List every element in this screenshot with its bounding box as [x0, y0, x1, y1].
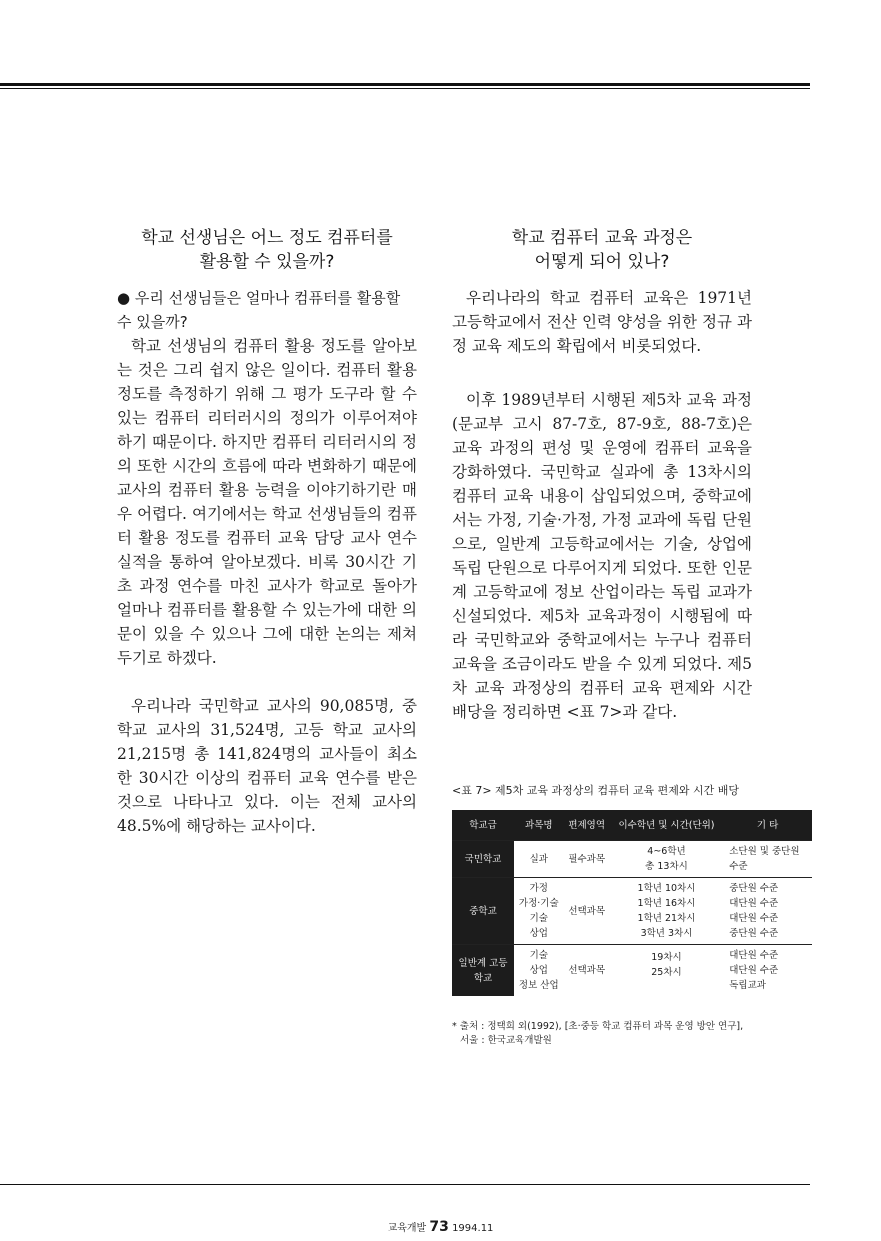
- grade-cell: 일반계 고등학교: [452, 945, 514, 997]
- etc-cell: 중단원 수준 대단원 수준 대단원 수준 중단원 수준: [723, 878, 812, 945]
- header-subject: 과목명: [514, 810, 564, 841]
- grade-cell: 중학교: [452, 878, 514, 945]
- curriculum-table: [452, 810, 812, 996]
- right-heading: 학교 컴퓨터 교육 과정은 어떻게 되어 있나?: [511, 228, 693, 272]
- left-paragraph-1: 학교 선생님의 컴퓨터 활용 정도를 알아보는 것은 그리 쉽지 않은 일이다. 컴퓨터 활용 정도를 측정하기 위해 그 평가 도구라 할 수 있는 컴퓨터 리터러시의 정의가 이루어져야 하기 때문이다. 하지만 컴퓨터 리터러시의 정의 또한 시간의 흐름에 따라 변화하기 때문에 교사의 컴퓨터 활용 능력을 이야기하기란 매우 어렵다. 여기에서는 학교 선생님들의 컴퓨터 활용 정도를 컴퓨터 교육 담당 교사 연수 실적을 통하여 알아보겠다. 비록 30시간 기초 과정 연수를 마친 교사가 학교로 돌아가 얼마나 컴퓨터를 활용할 수 있는가에 대한 의문이 있을 수 있으나 그에 대한 논의는 제쳐 두기로 하겠다.: [117, 337, 417, 667]
- hours-cell: 4~6학년 총 13차시: [610, 841, 723, 878]
- journal-name: 교육개발: [387, 1223, 427, 1234]
- hours-cell: 1학년 10차시 1학년 16차시 1학년 21차시 3학년 3차시: [610, 878, 723, 945]
- right-column: [452, 286, 752, 724]
- subject-cell: 기술 상업 정보 산업: [514, 945, 564, 997]
- area-cell: 선택과목: [564, 878, 610, 945]
- table-header-row: [452, 810, 812, 841]
- page-footer: [0, 1219, 881, 1235]
- top-rule-thin: [0, 88, 810, 89]
- left-question: ● 우리 선생님들은 얼마나 컴퓨터를 활용할 수 있을까?: [117, 289, 401, 331]
- table-title: <표 7> 제5차 교육 과정상의 컴퓨터 교육 편제와 시간 배당: [452, 784, 740, 797]
- grade-cell: 국민학교: [452, 841, 514, 878]
- left-heading: 학교 선생님은 어느 정도 컴퓨터를 활용할 수 있을까?: [141, 228, 393, 272]
- left-paragraph-2: 우리나라 국민학교 교사의 90,085명, 중학교 교사의 31,524명, 고등 학교 교사의 21,215명 총 141,824명의 교사들이 최소한 30시간 이상의 컴퓨터 교육 연수를 받은 것으로 나타나고 있다. 이는 전체 교사의 48.5%에 해당하는 교사이다.: [117, 697, 417, 835]
- bottom-rule: [0, 1184, 810, 1185]
- header-hours: 이수학년 및 시간(단위): [610, 810, 723, 841]
- area-cell: 필수과목: [564, 841, 610, 878]
- table-row: [452, 878, 812, 945]
- hours-cell: 19차시 25차시: [610, 945, 723, 997]
- table-row: [452, 841, 812, 878]
- right-paragraph-1: 우리나라의 학교 컴퓨터 교육은 1971년 고등학교에서 전산 인력 양성을 위한 정규 과정 교육 제도의 확립에서 비롯되었다.: [452, 289, 752, 355]
- subject-cell: 가정 가정·기술 기술 상업: [514, 878, 564, 945]
- header-area: 편제영역: [564, 810, 610, 841]
- issue-date: 1994.11: [452, 1223, 494, 1234]
- table-source: * 출처 : 정택희 외(1992), [초·중등 학교 컴퓨터 과목 운영 방안 연구], 서울 : 한국교육개발원: [452, 1021, 744, 1046]
- table-row: [452, 945, 812, 997]
- area-cell: 선택과목: [564, 945, 610, 997]
- header-grade: 학교급: [452, 810, 514, 841]
- right-paragraph-2: 이후 1989년부터 시행된 제5차 교육 과정(문교부 고시 87-7호, 87-9호, 88-7호)은 교육 과정의 편성 및 운영에 컴퓨터 교육을 강화하였다. 국민학교 실과에 총 13차시의 컴퓨터 교육 내용이 삽입되었으며, 중학교에서는 가정, 기술·가정, 가정 교과에 독립 단원으로, 일반계 고등학교에서는 기술, 상업에 독립 단원으로 다루어지게 되었다. 또한 인문계 고등학교에 정보 산업이라는 독립 교과가 신설되었다. 제5차 교육과정이 시행됨에 따라 국민학교와 중학교에서는 누구나 컴퓨터 교육을 조금이라도 받을 수 있게 되었다. 제5차 교육 과정상의 컴퓨터 교육 편제와 시간 배당을 정리하면 <표 7>과 같다.: [452, 391, 752, 721]
- top-rule-thick: [0, 83, 810, 86]
- page-number: 73: [429, 1219, 449, 1235]
- left-column: [117, 334, 417, 838]
- header-etc: 기 타: [723, 810, 812, 841]
- etc-cell: 대단원 수준 대단원 수준 독립교과: [723, 945, 812, 997]
- subject-cell: 실과: [514, 841, 564, 878]
- etc-cell: 소단원 및 중단원 수준: [723, 841, 812, 878]
